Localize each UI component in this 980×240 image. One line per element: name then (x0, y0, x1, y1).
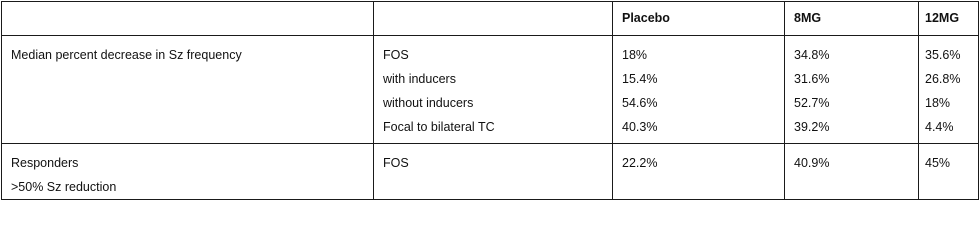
dose-12mg-cell (919, 36, 979, 144)
dose-8mg-value: 40.9% (794, 156, 830, 170)
header-cell-outcome (2, 2, 374, 36)
dose-8mg-value: 34.8% (794, 48, 830, 62)
dose-12mg-value: 18% (925, 96, 951, 110)
placebo-value: 18% (622, 48, 648, 62)
subgroup-cell (374, 36, 613, 144)
subgroup-label: FOS (383, 156, 409, 170)
placebo-value: 22.2% (622, 156, 658, 170)
dose-12mg-value: 45% (925, 156, 951, 170)
dose-8mg-value: 39.2% (794, 120, 830, 134)
outcome-cell (2, 144, 374, 200)
subgroup-label: FOS (383, 48, 409, 62)
header-cell-subgroup (374, 2, 613, 36)
table-row (2, 36, 979, 144)
placebo-value: 54.6% (622, 96, 658, 110)
header-label (374, 2, 612, 11)
header-cell-8mg (785, 2, 919, 36)
placebo-value: 40.3% (622, 120, 658, 134)
header-cell-12mg (919, 2, 979, 36)
subgroup-label: with inducers (383, 72, 456, 86)
header-label-12mg: 12MG (925, 11, 960, 25)
dose-8mg-value: 31.6% (794, 72, 830, 86)
dose-8mg-value: 52.7% (794, 96, 830, 110)
placebo-value: 15.4% (622, 72, 658, 86)
table-row (2, 144, 979, 200)
dose-12mg-cell (919, 144, 979, 200)
dose-8mg-cell (785, 36, 919, 144)
outcome-label: Median percent decrease in Sz frequency (11, 48, 242, 62)
placebo-cell (613, 36, 785, 144)
header-row (2, 2, 979, 36)
results-table (1, 1, 979, 200)
dose-12mg-value: 35.6% (925, 48, 961, 62)
subgroup-label: without inducers (383, 96, 474, 110)
outcome-cell (2, 36, 374, 144)
dose-12mg-value: 26.8% (925, 72, 961, 86)
subgroup-label: Focal to bilateral TC (383, 120, 495, 134)
outcome-sublabel: >50% Sz reduction (11, 180, 117, 194)
outcome-label: Responders (11, 156, 79, 170)
dose-12mg-value: 4.4% (925, 120, 954, 134)
subgroup-cell (374, 144, 613, 200)
header-label-placebo: Placebo (622, 11, 670, 25)
header-label (2, 2, 373, 11)
header-label-8mg: 8MG (794, 11, 822, 25)
dose-8mg-cell (785, 144, 919, 200)
placebo-cell (613, 144, 785, 200)
header-cell-placebo (613, 2, 785, 36)
